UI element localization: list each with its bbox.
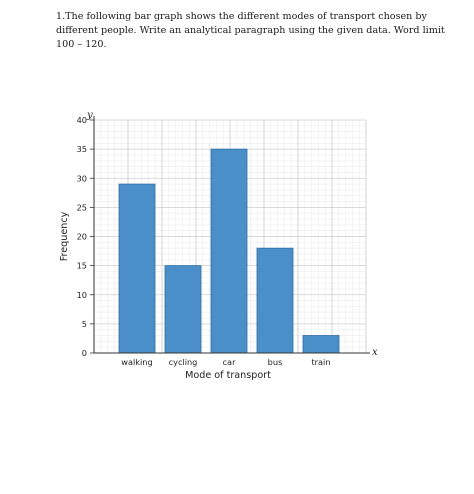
y-tick-label: 25 [76,202,87,213]
bar-bus [257,248,293,353]
question-line-2: different people. Write an analytical paragraph using the given data. Word limit [56,25,445,36]
y-tick-label: 0 [81,348,87,358]
chart-bars [119,149,339,353]
y-tick-label: 5 [81,318,87,329]
y-tick-label: 10 [76,289,87,300]
y-tick-label: 20 [76,231,87,242]
y-tick-label: 40 [76,115,87,125]
y-axis-letter: y [87,110,93,121]
x-axis-letter: x [372,347,378,358]
question-line-1: 1.The following bar graph shows the different modes of transport chosen by [56,11,427,22]
x-tick-label: car [222,357,236,367]
y-tick-label: 30 [76,173,87,184]
x-tick-label: walking [121,357,153,367]
bar-cycling [165,266,201,353]
x-tick-label: train [311,357,331,367]
x-tick-label: bus [267,357,283,367]
question-line-3: 100 – 120. [56,39,107,50]
y-tick-label: 35 [76,144,87,155]
bar-walking [119,184,155,353]
x-axis-title: Mode of transport [185,370,271,381]
bar-car [211,149,247,353]
y-tick-label: 15 [76,260,87,271]
y-axis-title: Frequency [59,211,70,262]
bar-train [303,336,339,353]
x-tick-label: cycling [168,357,198,367]
